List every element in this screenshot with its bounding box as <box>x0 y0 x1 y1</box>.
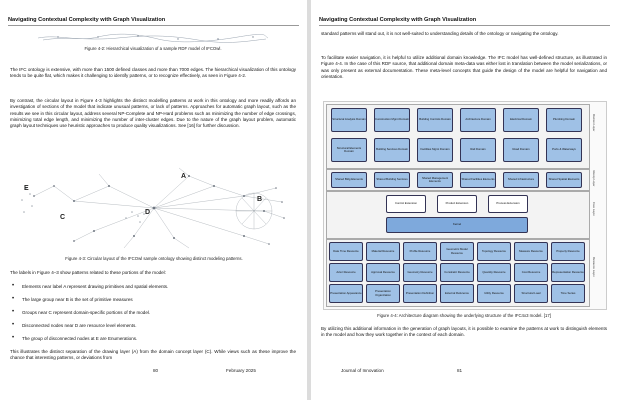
bullet-text: The large group near B is the set of primitive measures <box>22 297 133 302</box>
arch-resource-box: Approval Resource <box>366 263 400 282</box>
arch-core-box: Product Extension <box>437 195 477 213</box>
arch-core-box: Process Extension <box>488 195 528 213</box>
arch-resource-box: Property Resource <box>551 242 585 261</box>
figure-4-2-hierarchy <box>38 32 268 44</box>
right-page <box>311 0 618 400</box>
arch-resource-box: External Reference <box>440 284 474 303</box>
arch-resource-box: Cost Resource <box>514 263 548 282</box>
paragraph: By utilizing this additional information in the generation of graph layouts, it is possible to examine the patterns at work to distinguish elements in the model and how they work together in the context of each domain. <box>321 326 607 338</box>
figure-label-a: A <box>181 173 187 180</box>
arch-shared-box: Shared Spatial Elements <box>546 172 582 188</box>
layer-label: Core Layer <box>592 202 596 216</box>
arch-domain-box: Structural Analysis Domain <box>331 108 367 132</box>
figure-label-d: D <box>145 209 151 216</box>
page-header: Navigating Contextual Complexity with Graph Visualization <box>8 17 299 26</box>
paragraph: To facilitate easier navigation, it is helpful to utilize additional domain knowledge. The IFC model has well-defined structure, as illustrated in Figure 4-4. In the case of this RDF source, that additional domain meta-data was either lost in translation between the model serializations, or was only present as external documentation. These meta-level concepts that guide the design of the model are helpful for navigation and orientation. <box>321 55 607 79</box>
figure-label-c: C <box>60 214 66 221</box>
arch-domain-box: Plumbing Domain <box>546 108 582 132</box>
bullet-item: • Elements near label A represent drawing primitives and spatial elements. <box>12 283 169 289</box>
arch-domain-box: Construction Mgmt Domain <box>374 108 410 132</box>
bullet-item: • The large group near B is the set of primitive measures <box>12 296 133 302</box>
arch-domain-box: Building Services Domain <box>374 138 410 162</box>
arch-domain-box: Architecture Domain <box>460 108 496 132</box>
arch-resource-box: Quantity Resource <box>477 263 511 282</box>
bullet-text: Elements near label A represent drawing primitives and spatial elements. <box>22 284 169 289</box>
arch-resource-box: Presentation Appearance <box>329 284 363 303</box>
arch-domain-box: Building Controls Domain <box>417 108 453 132</box>
layer-label: Resource Layer <box>592 257 596 277</box>
arch-shared-box: Shared Management Elements <box>417 172 453 188</box>
page-header: Navigating Contextual Complexity with Graph Visualization <box>319 17 610 26</box>
arch-domain-box: Structural Elements Domain <box>331 138 367 162</box>
paragraph: This illustrates the distinct separation of the drawing layer (A) from the domain concept layer (C). While views such as these improve the chance that interesting patterns, or deviations from <box>10 349 296 361</box>
arch-shared-box: Shared Building Services <box>374 172 410 188</box>
left-page <box>0 0 307 400</box>
paragraph: The IFC ontology is extensive, with more than 1500 defined classes and more than 7000 edges. The hierarchical visualization of this ontology tends to be quite flat, which makes it challenging to identify patterns, or to recognize effectively, as seen in Figure 4-2. <box>10 67 296 79</box>
figure-4-2-caption: Figure 4-2: Hierarchical visualization of a sample RDF model of IFCOwl. <box>84 46 222 51</box>
layer-label: Interop Layer <box>592 170 596 187</box>
arch-resource-box: Actor Resource <box>329 263 363 282</box>
arch-resource-box: Presentation Organization <box>366 284 400 303</box>
arch-resource-box: Constraint Resource <box>440 263 474 282</box>
paragraph: By contrast, the circular layout in Figure 4-3 highlights the distinct modelling patterns at work in this ontology and more readily affords an investigation of sections of the model that indicate unusual patterns, or lack of patterns. Approaches for automatic graph layout, such as the results we see in this circular layout, address several NP-Complete and NP-Hard problems such as minimizing the number of edge crossings, minimizing total edge length, and minimizing the number of inter-cluster edges. Due to the nature of the graph layout problem, automatic graph layout techniques use heuristic approaches to produce quality visualizations. See [16] for further discussion. <box>10 98 296 128</box>
layer-label: Domain Layer <box>592 114 596 132</box>
arch-resource-box: Measure Resource <box>514 242 548 261</box>
figure-4-3-caption: Figure 4-3: Circular layout of the IFCOwl sample ontology showing distinct modeling patterns. <box>65 256 243 261</box>
bullet-text: Groups near C represent domain-specific portions of the model. <box>22 310 151 315</box>
arch-shared-box: Shared Facilities Elements <box>460 172 496 188</box>
arch-kernel-box: Kernel <box>386 217 528 233</box>
arch-resource-box: Structural Load <box>514 284 548 303</box>
bullet-text: Disconnected nodes near D are resource level elements. <box>22 323 137 328</box>
arch-resource-box: Time Series <box>551 284 585 303</box>
arch-resource-box: Topology Resource <box>477 242 511 261</box>
arch-shared-box: Shared Infrastructure <box>503 172 539 188</box>
arch-domain-box: Electrical Domain <box>503 108 539 132</box>
paragraph: The labels in Figure 4–3 show patterns related to these portions of the model: <box>10 270 166 275</box>
arch-resource-box: Utility Resource <box>477 284 511 303</box>
arch-resource-box: Geometric Model Resource <box>440 242 474 261</box>
arch-resource-box: Geometry Resource <box>403 263 437 282</box>
arch-resource-box: Representation Resource <box>551 263 585 282</box>
figure-4-3-circular-layout <box>14 166 294 253</box>
arch-shared-box: Shared Bldg Elements <box>331 172 367 188</box>
figure-4-4-architecture <box>323 101 607 310</box>
arch-domain-box: Ports & Waterways <box>546 138 582 162</box>
arch-resource-box: Material Resource <box>366 242 400 261</box>
figure-label-e: E <box>24 185 29 192</box>
arch-domain-box: Rail Domain <box>460 138 496 162</box>
figure-4-4-caption: Figure 4-4: Architecture diagram showing the underlying structure of the IFC4x3 model. [17] <box>377 313 551 318</box>
bullet-item: • The group of disconnected nodes at E are Enumerations. <box>12 335 138 341</box>
page-number: 80 <box>153 368 159 373</box>
bullet-text: The group of disconnected nodes at E are Enumerations. <box>22 336 138 341</box>
footer-date: February 2025 <box>226 368 256 373</box>
arch-resource-box: Profile Resource <box>403 242 437 261</box>
footer-journal: Journal of Innovation <box>341 368 384 373</box>
arch-domain-box: Facilities Mgmt Domain <box>417 138 453 162</box>
arch-resource-box: Date Time Resource <box>329 242 363 261</box>
arch-core-box: Control Extension <box>386 195 426 213</box>
bullet-item: • Groups near C represent domain-specific portions of the model. <box>12 309 151 315</box>
arch-resource-box: Presentation Definition <box>403 284 437 303</box>
arch-domain-box: Road Domain <box>503 138 539 162</box>
page-number: 81 <box>457 368 463 373</box>
bullet-item: • Disconnected nodes near D are resource level elements. <box>12 322 137 328</box>
paragraph: standard patterns will stand out, it is not well-suited to understanding details of the ontology or navigating the ontology. <box>321 31 559 36</box>
figure-label-b: B <box>257 196 263 203</box>
